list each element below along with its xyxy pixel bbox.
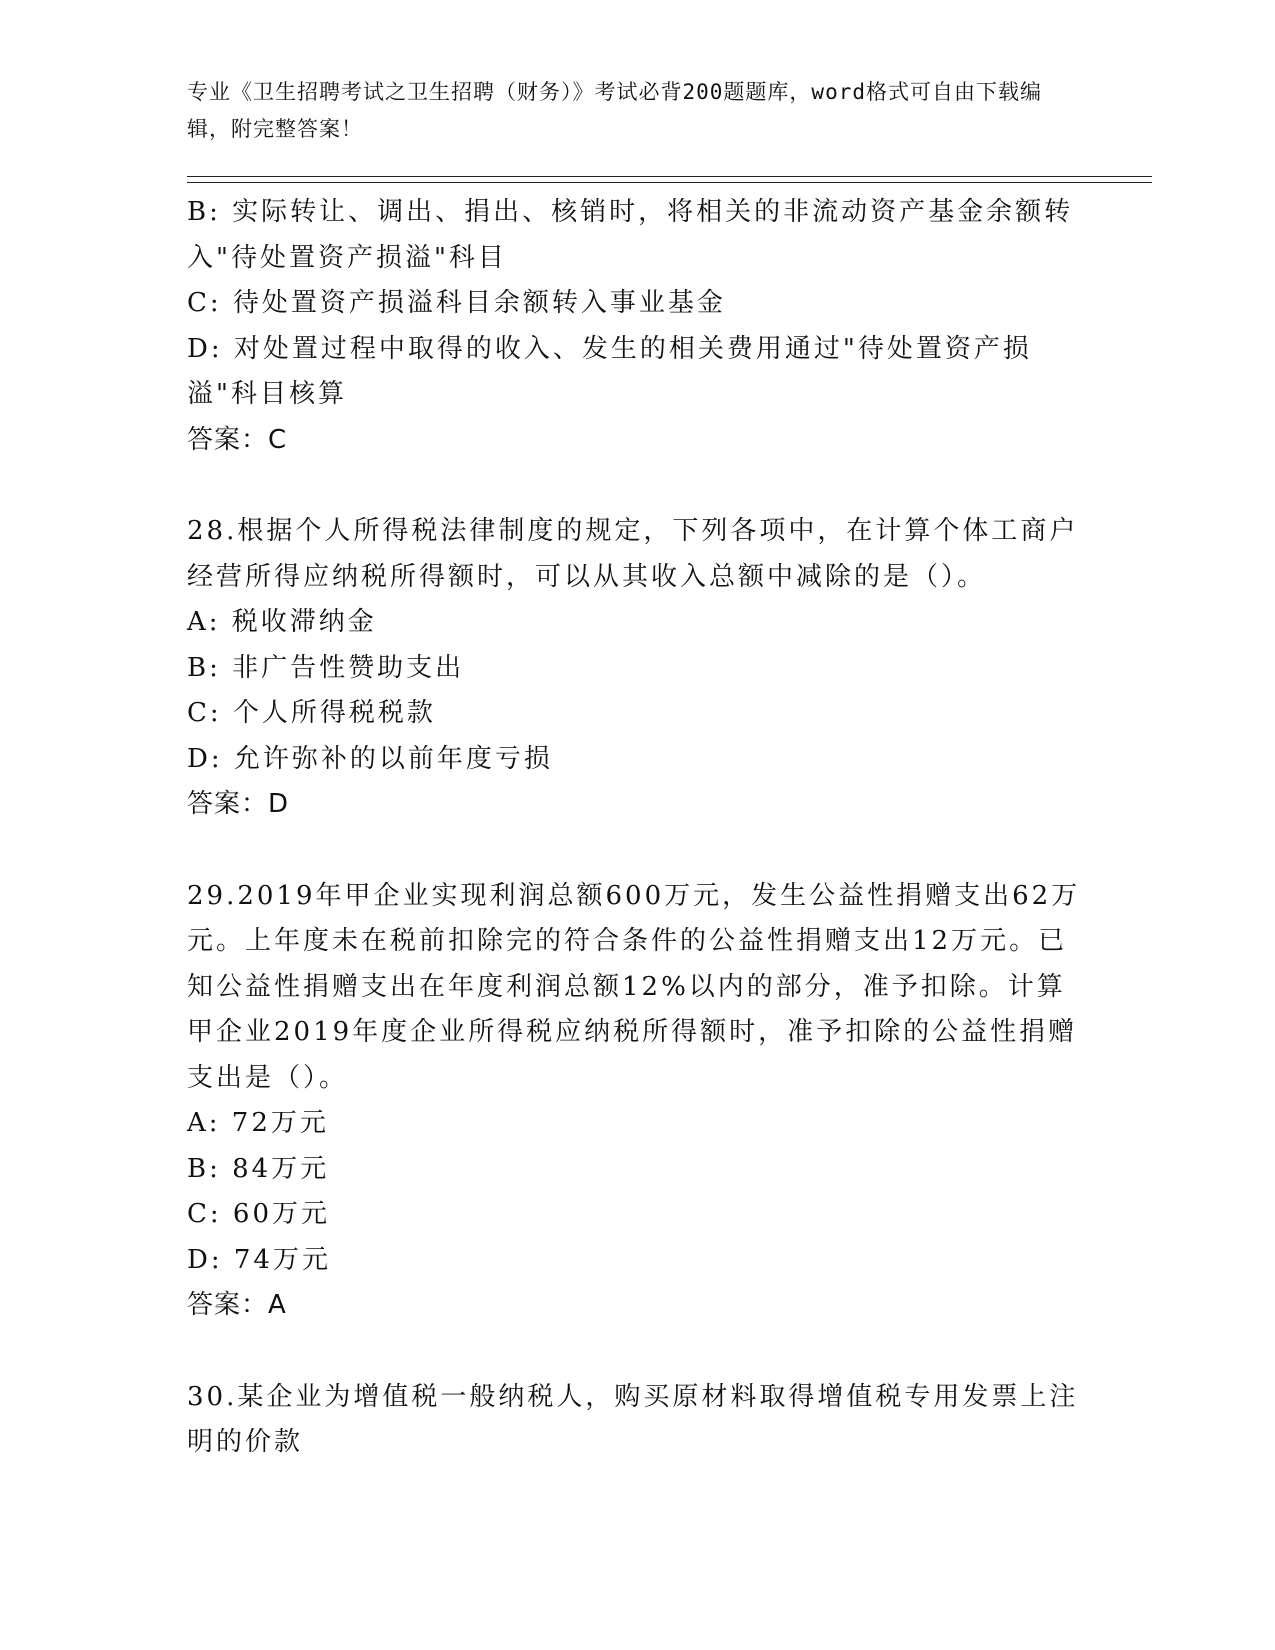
question-content <box>187 190 1087 1466</box>
question-text: 30.某企业为增值税一般纳税人，购买原材料取得增值税专用发票上注明的价款 <box>187 1381 1079 1457</box>
answer-line: 答案：C <box>187 424 288 455</box>
answer-line: 答案：A <box>187 1290 287 1320</box>
question-text: 29.2019年甲企业实现利润总额600万元，发生公益性捐赠支出62万元。上年度未在税前扣除完的符合条件的公益性捐赠支出12万元。已知公益性捐赠支出在年度利润总额12%以内的部分，准予扣除。计算甲企业2019年度企业所得税应纳税所得额时，准予扣除的公益性捐赠支出是（）。 <box>187 880 1081 1093</box>
option-line: B: 84万元 <box>187 1153 330 1184</box>
option-line: B: 非广告性赞助支出 <box>187 652 465 683</box>
option-line: B: 实际转让、调出、捐出、核销时，将相关的非流动资产基金余额转入"待处置资产损溢"科目 <box>187 197 1074 273</box>
option-line: A: 72万元 <box>187 1108 329 1138</box>
question-text: 28.根据个人所得税法律制度的规定，下列各项中，在计算个体工商户经营所得应纳税所得额时，可以从其收入总额中减除的是（）。 <box>187 516 1079 592</box>
option-line: D: 允许弥补的以前年度亏损 <box>187 743 553 774</box>
option-line: D: 74万元 <box>187 1244 331 1275</box>
option-line: C: 待处置资产损溢科目余额转入事业基金 <box>187 288 726 318</box>
header-divider-top <box>187 176 1152 177</box>
block-spacer <box>187 1329 1087 1375</box>
option-line: C: 个人所得税税款 <box>187 698 436 728</box>
option-line: D: 对处置过程中取得的收入、发生的相关费用通过"待处置资产损溢"科目核算 <box>187 333 1032 409</box>
document-header: 专业《卫生招聘考试之卫生招聘（财务）》考试必背200题题库，word格式可自由下载编辑，附完整答案！ <box>187 80 1042 141</box>
answer-line: 答案：D <box>187 789 290 819</box>
block-spacer <box>187 828 1087 874</box>
option-line: C: 60万元 <box>187 1199 331 1229</box>
block-spacer <box>187 463 1087 509</box>
option-line: A: 税收滞纳金 <box>187 607 377 637</box>
header-divider-bottom <box>187 182 1152 183</box>
